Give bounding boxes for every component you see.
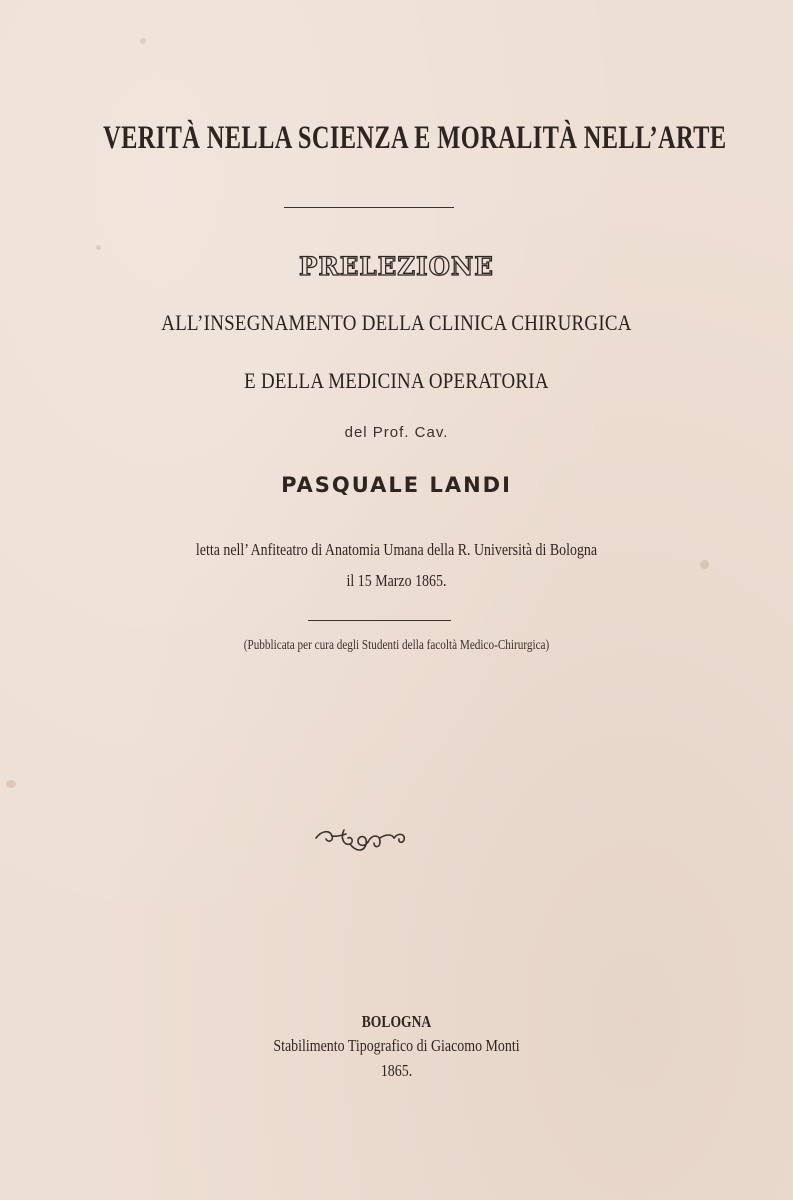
flourish-ornament-icon <box>314 826 406 860</box>
imprint-year: 1865. <box>380 1061 413 1080</box>
course-line-2: E DELLA MEDICINA OPERATORIA <box>244 368 549 393</box>
imprint-place: BOLOGNA <box>361 1012 432 1031</box>
byline: del Prof. Cav. <box>344 424 449 441</box>
lecture-date: il 15 Marzo 1865. <box>346 571 447 590</box>
publication-note: (Pubblicata per cura degli Studenti della facoltà Medico-Chirurgica) <box>243 638 550 653</box>
author-name: PASQUALE LANDI <box>281 473 512 497</box>
paper-stain <box>140 38 146 44</box>
divider-rule <box>308 620 451 621</box>
paper-stain <box>700 560 709 569</box>
paper-stain <box>6 780 16 788</box>
course-line-1: ALL’INSEGNAMENTO DELLA CLINICA CHIRURGICA <box>161 310 632 335</box>
divider-rule <box>284 207 454 208</box>
imprint-printer: Stabilimento Tipografico di Giacomo Monti <box>273 1036 520 1055</box>
venue-line: letta nell’ Anfiteatro di Anatomia Umana della R. Università di Bologna <box>195 540 598 559</box>
page-title: VERITÀ NELLA SCIENZA E MORALITÀ NELL’ARTE <box>103 120 727 156</box>
subtitle: PRELEZIONE <box>299 252 494 281</box>
paper-stain <box>96 245 101 250</box>
